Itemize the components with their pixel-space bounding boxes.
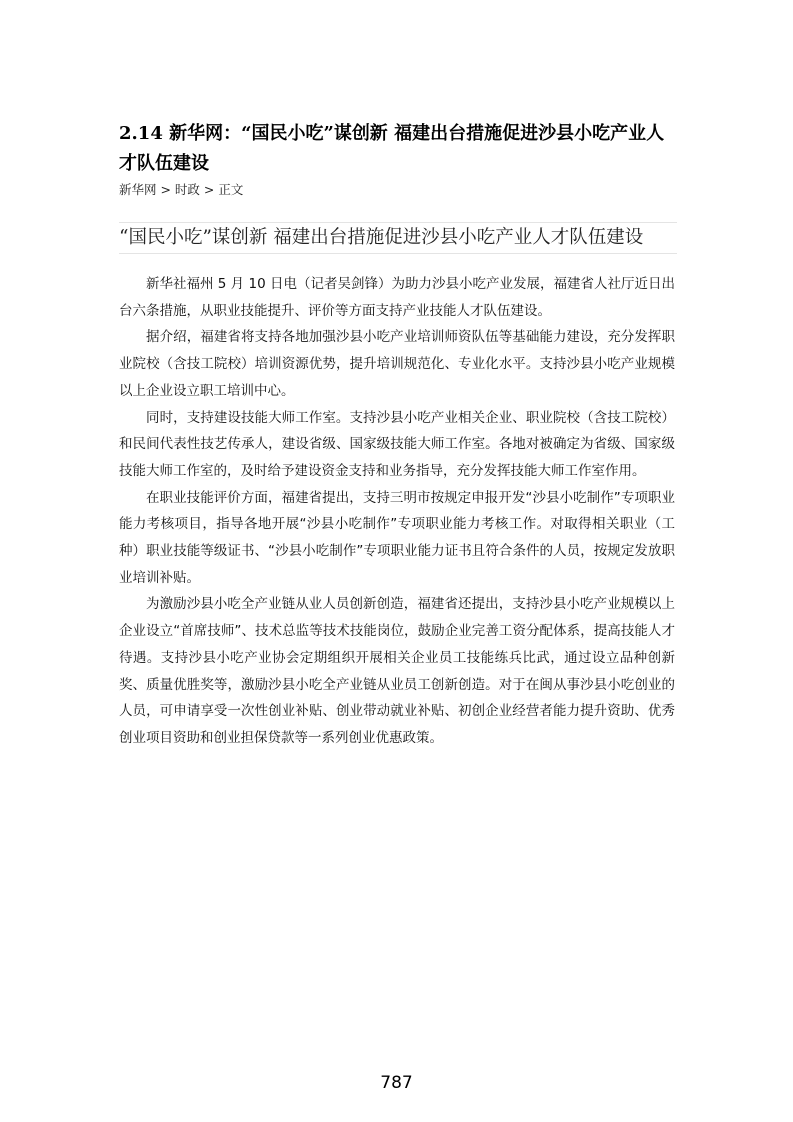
article-paragraph: 据介绍，福建省将支持各地加强沙县小吃产业培训师资队伍等基础能力建设，充分发挥职业院校（含技工院校）培训资源优势，提升培训规范化、专业化水平。支持沙县小吃产业规模以上企业设立职工培训中心。 <box>119 329 675 399</box>
article-paragraph: 新华社福州 5 月 10 日电（记者吴剑锋）为助力沙县小吃产业发展，福建省人社厅近日出台六条措施，从职业技能提升、评价等方面支持产业技能人才队伍建设。 <box>119 276 675 319</box>
article-paragraph: 在职业技能评价方面，福建省提出，支持三明市按规定申报开发“沙县小吃制作”专项职业能力考核项目，指导各地开展“沙县小吃制作”专项职业能力考核工作。对取得相关职业（工种）职业技能等级证书、“沙县小吃制作”专项职业能力证书且符合条件的人员，按规定发放职业培训补贴。 <box>119 489 675 586</box>
headline-divider-bottom <box>119 253 677 254</box>
article-headline: “国民小吃”谋创新 福建出台措施促进沙县小吃产业人才队伍建设 <box>119 227 644 248</box>
article-paragraph: 为激励沙县小吃全产业链从业人员创新创造，福建省还提出，支持沙县小吃产业规模以上企业设立“首席技师”、技术总监等技术技能岗位，鼓励企业完善工资分配体系，提高技能人才待遇。支持沙县小吃产业协会定期组织开展相关企业员工技能练兵比武，通过设立品种创新奖、质量优胜奖等，激励沙县小吃全产业链从业员工创新创造。对于在闽从事沙县小吃创业的人员，可申请享受一次性创业补贴、创业带动就业补贴、初创企业经营者能力提升资助、优秀创业项目资助和创业担保贷款等一系列创业优惠政策。 <box>119 596 675 746</box>
page-number: 787 <box>380 1073 413 1093</box>
article-body <box>119 271 675 752</box>
headline-divider-top <box>119 222 677 223</box>
article-paragraph: 同时，支持建设技能大师工作室。支持沙县小吃产业相关企业、职业院校（含技工院校）和民间代表性技艺传承人，建设省级、国家级技能大师工作室。各地对被确定为省级、国家级技能大师工作室的，及时给予建设资金支持和业务指导，充分发挥技能大师工作室作用。 <box>119 409 675 479</box>
breadcrumb: 新华网 > 时政 > 正文 <box>119 182 244 197</box>
section-title: 2.14 新华网：“国民小吃”谋创新 福建出台措施促进沙县小吃产业人才队伍建设 <box>119 123 665 174</box>
